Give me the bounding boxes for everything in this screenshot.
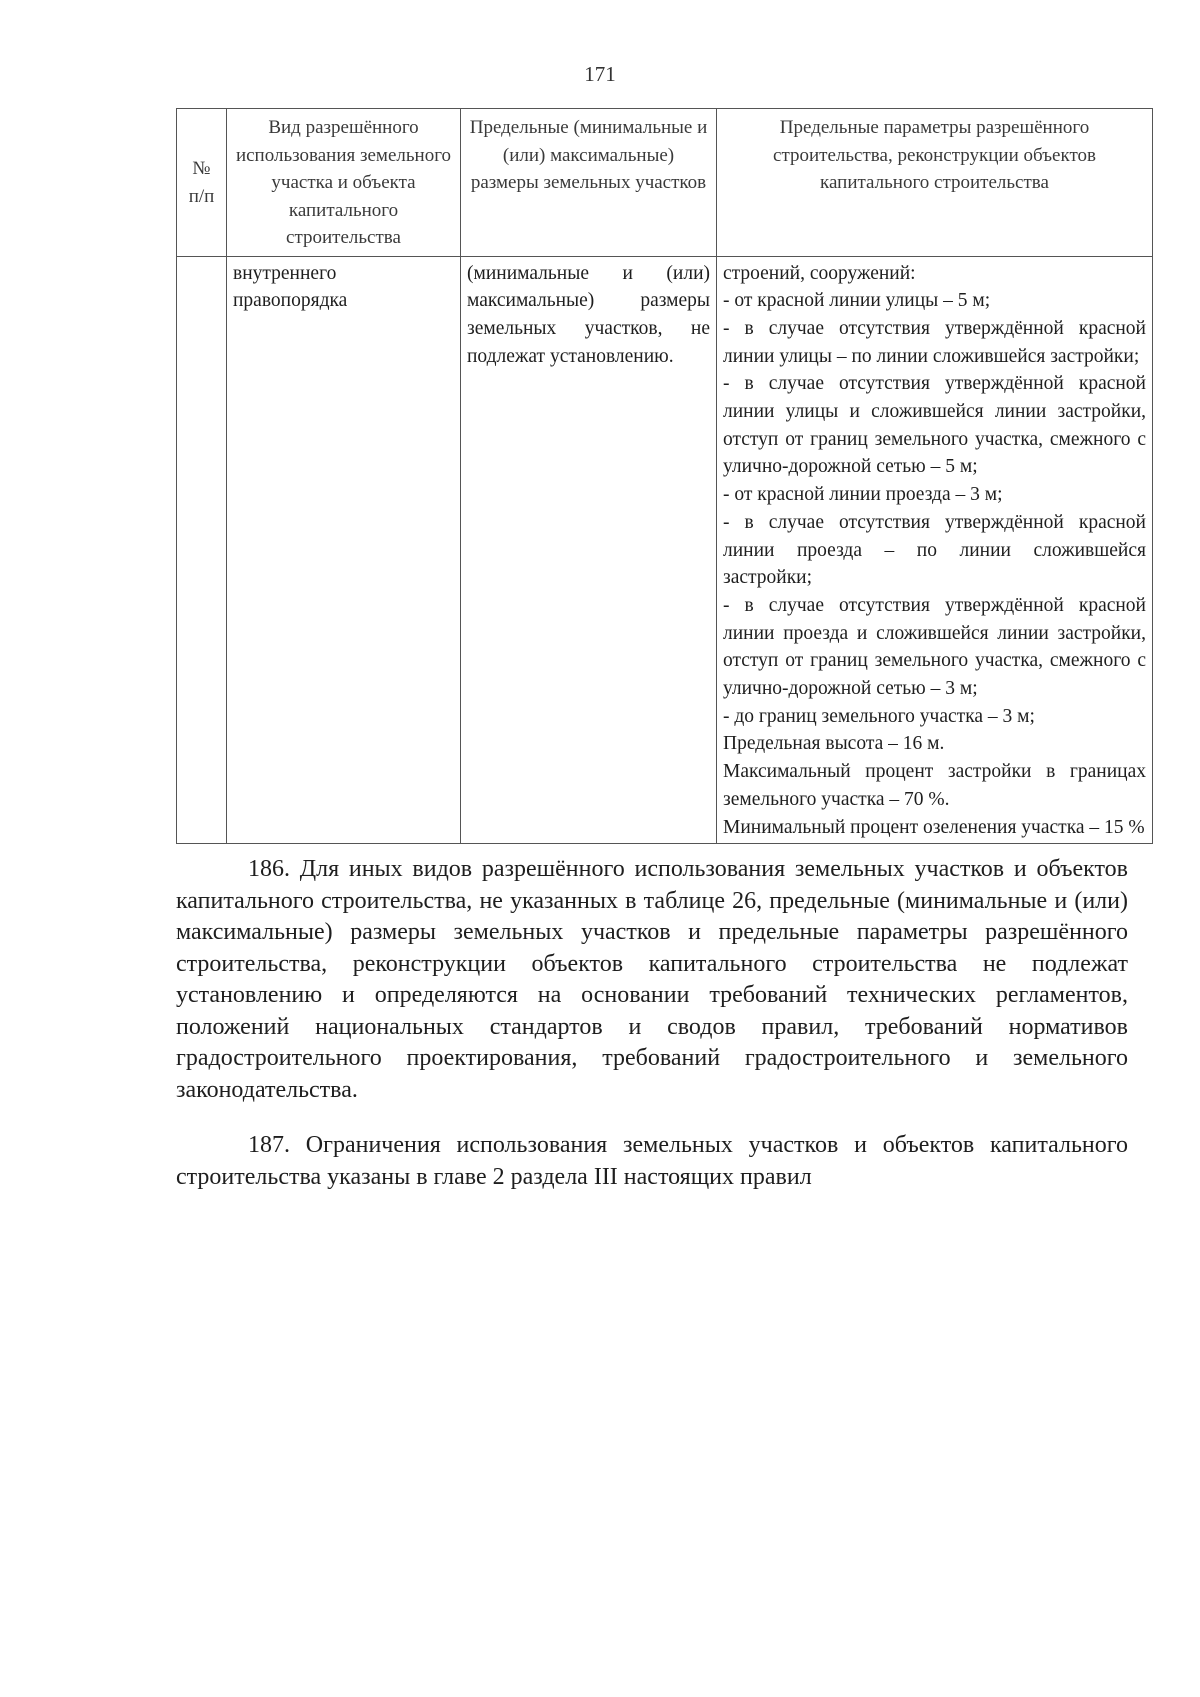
table-row [177,256,1153,844]
param-line: Минимальный процент озеленения участка – 15 % [723,816,1145,838]
cell-use-type: внутреннего правопорядка [227,256,461,844]
param-line: - в случае отсутствия утверждённой красной линии проезда – по линии сложившейся застройки; [723,511,1146,589]
header-build-params: Предельные параметры разрешённого строительства, реконструкции объектов капитального строительства [717,109,1153,257]
header-use-type: Вид разрешённого использования земельного участка и объекта капитального строительства [227,109,461,257]
param-line: - в случае отсутствия утверждённой красной линии проезда и сложившейся линии застройки, отступ от границ земельного участка, смежного с улично-дорожной сетью – 3 м; [723,594,1146,700]
param-line: - до границ земельного участка – 3 м; [723,705,1035,727]
cell-plot-sizes: (минимальные и (или) максимальные) размеры земельных участков, не подлежат установлению. [461,256,717,844]
header-number: № п/п [177,109,227,257]
page-number: 171 [584,62,616,86]
param-line: Максимальный процент застройки в границах земельного участка – 70 %. [723,761,1146,810]
land-use-table [176,108,1153,844]
param-line: - в случае отсутствия утверждённой красной линии улицы и сложившейся линии застройки, отступ от границ земельного участка, смежного с улично-дорожной сетью – 5 м; [723,373,1146,478]
param-line: - в случае отсутствия утверждённой красной линии улицы – по линии сложившейся застройки; [723,317,1146,367]
param-line: - от красной линии проезда – 3 м; [723,484,1003,506]
cell-build-params [717,256,1153,844]
header-plot-sizes: Предельные (минимальные и (или) максимальные) размеры земельных участков [461,109,717,257]
paragraph-187: 187. Ограничения использования земельных участков и объектов капитального строительства указаны в главе 2 раздела III настоящих правил [176,1132,1128,1190]
table-header-row [177,109,1153,257]
param-line: - от красной линии улицы – 5 м; [723,290,991,312]
paragraph-186: 186. Для иных видов разрешённого использования земельных участков и объектов капитального строительства, не указанных в таблице 26, предельные (минимальные и (или) максимальные) размеры земельных участков и предельные параметры разрешённого строительства, реконструкции объектов капитального строительства не подлежат установлению и определяются на основании требований технических регламентов, положений национальных стандартов и сводов правил, требований нормативов градостроительного проектирования, требований градостроительного и земельного законодательства. [176,856,1128,1103]
cell-number [177,256,227,844]
param-line: строений, сооружений: [723,262,916,284]
param-line: Предельная высота – 16 м. [723,733,945,755]
